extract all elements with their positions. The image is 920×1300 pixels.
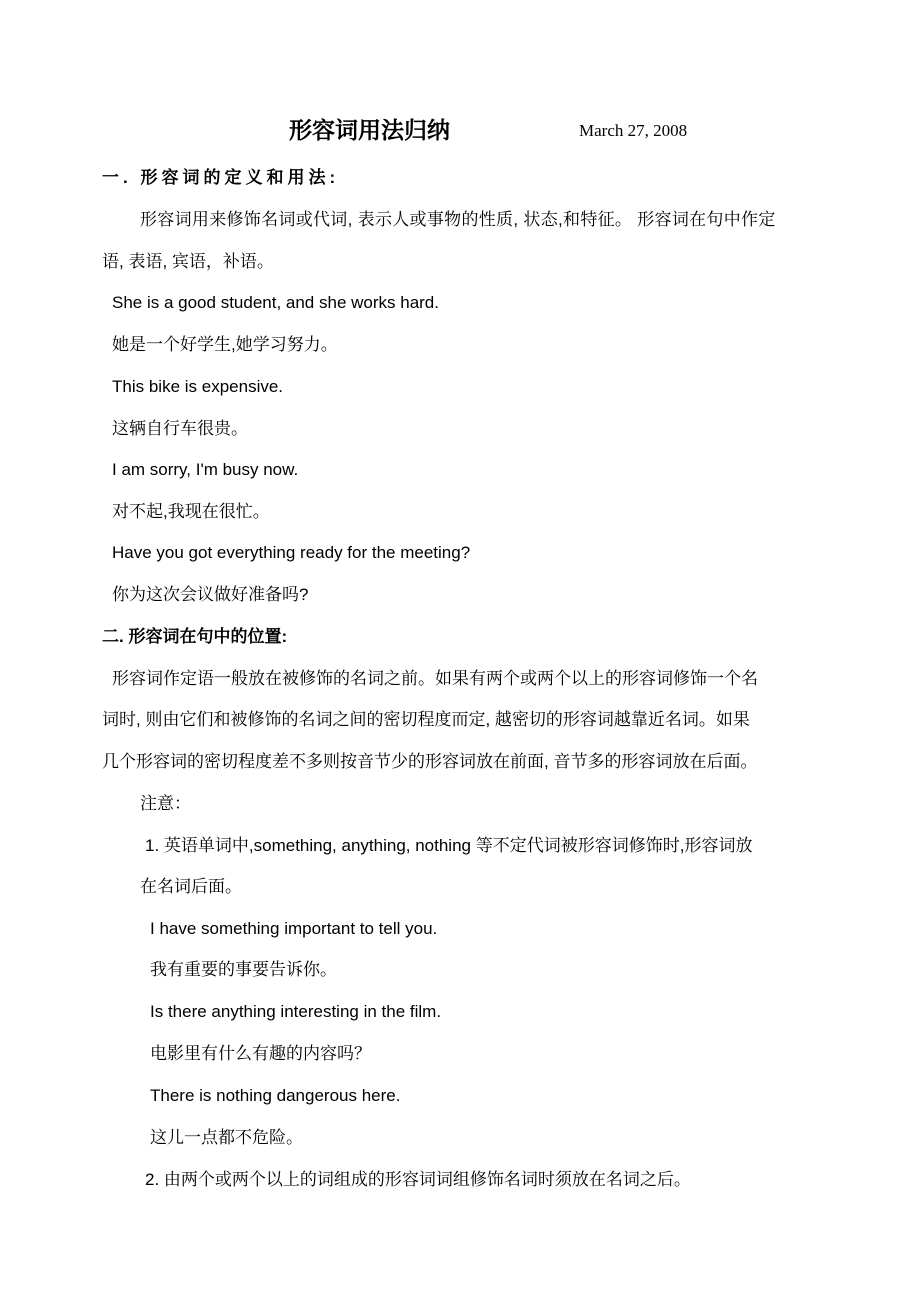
example-translation: 这辆自行车很贵。: [112, 419, 248, 438]
example-sentence: This bike is expensive.: [112, 377, 284, 396]
section2-paragraph-line: 形容词作定语一般放在被修饰的名词之前。如果有两个或两个以上的形容词修饰一个名: [112, 669, 758, 688]
example-sentence: Is there anything interesting in the film.: [150, 1002, 442, 1021]
example-sentence: Have you got everything ready for the meeting?: [112, 543, 471, 562]
section1-heading: 一. 形容词的定义和用法:: [102, 168, 340, 187]
note-label: 注意：: [140, 794, 191, 813]
example-translation: 对不起,我现在很忙。: [112, 502, 270, 521]
document-date: March 27, 2008: [579, 121, 688, 140]
section2-heading: 二. 形容词在句中的位置:: [102, 627, 288, 646]
document-title: 形容词用法归纳: [289, 117, 450, 143]
section2-paragraph-line: 词时, 则由它们和被修饰的名词之间的密切程度而定, 越密切的形容词越靠近名词。如果: [102, 710, 750, 729]
example-translation: 她是一个好学生,她学习努力。: [112, 335, 338, 354]
example-sentence: She is a good student, and she works hard.: [112, 293, 439, 312]
section1-paragraph-line: 语, 表语, 宾语，补语。: [102, 252, 274, 271]
note-1: 1. 英语单词中,something, anything, nothing 等不定代词被形容词修饰时,形容词放: [145, 836, 753, 855]
note-1-continued: 在名词后面。: [140, 877, 242, 896]
example-translation: 电影里有什么有趣的内容吗？: [150, 1044, 371, 1063]
example-translation: 你为这次会议做好准备吗?: [112, 585, 309, 604]
example-sentence: I have something important to tell you.: [150, 919, 438, 938]
example-sentence: I am sorry, I'm busy now.: [112, 460, 299, 479]
example-translation: 这儿一点都不危险。: [150, 1128, 303, 1147]
example-translation: 我有重要的事要告诉你。: [150, 960, 337, 979]
section1-paragraph-line: 形容词用来修饰名词或代词, 表示人或事物的性质, 状态,和特征。 形容词在句中作定: [140, 210, 776, 229]
note-2: 2. 由两个或两个以上的词组成的形容词词组修饰名词时须放在名词之后。: [145, 1170, 691, 1189]
example-sentence: There is nothing dangerous here.: [150, 1086, 401, 1105]
section2-paragraph-line: 几个形容词的密切程度差不多则按音节少的形容词放在前面, 音节多的形容词放在后面。: [102, 752, 758, 771]
